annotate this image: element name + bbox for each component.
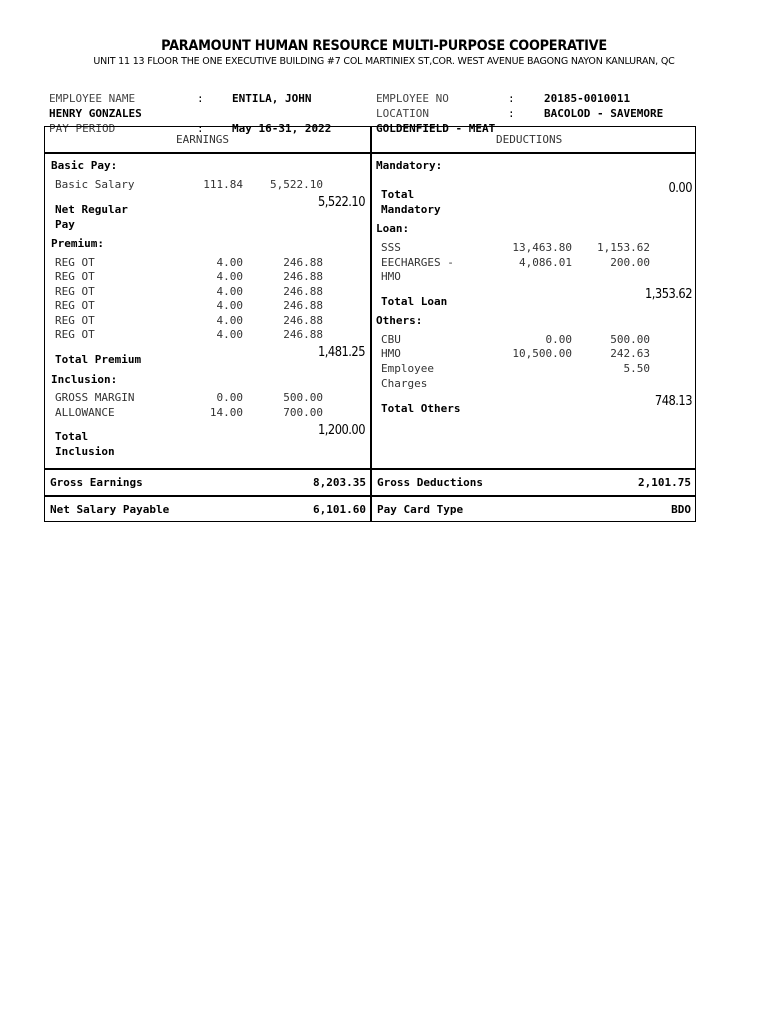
premium-row-qty: 4.00: [216, 299, 243, 312]
others-row-amount: 242.63: [610, 347, 650, 360]
others-row-label: HMO: [381, 347, 401, 360]
premium-row-amount: 246.88: [283, 256, 323, 269]
location-value: BACOLOD - SAVEMORE: [544, 107, 664, 120]
others-row-balance: 10,500.00: [512, 347, 572, 360]
total-inclusion-label: Total: [55, 430, 89, 443]
employee-name-value-line2: HENRY GONZALES: [49, 107, 142, 120]
others-label: Others:: [376, 314, 423, 327]
total-others-value: 748.13: [654, 393, 692, 409]
premium-row-label: REG OT: [55, 285, 95, 298]
total-loan-label: Total Loan: [381, 295, 448, 308]
inclusion-row-qty: 0.00: [216, 391, 243, 404]
pay-card-label: Pay Card Type: [377, 503, 464, 516]
total-inclusion-value: 1,200.00: [317, 422, 365, 438]
employee-name-value: ENTILA, JOHN: [232, 92, 312, 105]
premium-row-label: REG OT: [55, 328, 95, 341]
location-sep: :: [508, 107, 515, 120]
mandatory-label: Mandatory:: [376, 159, 443, 172]
inclusion-row-label: ALLOWANCE: [55, 406, 115, 419]
total-inclusion-label-line2: Inclusion: [55, 445, 115, 458]
employee-no-label: EMPLOYEE NO: [376, 92, 449, 105]
others-row-label: Employee: [381, 362, 434, 375]
premium-row-qty: 4.00: [216, 314, 243, 327]
loan-row-amount: 1,153.62: [597, 241, 650, 254]
pay-period-sep: :: [197, 122, 204, 135]
company-address: UNIT 11 13 FLOOR THE ONE EXECUTIVE BUILDING #7 COL MARTINIEX ST,COR. WEST AVENUE BAGONG NAYON KANLURAN, QC: [93, 56, 675, 67]
total-mandatory-label-line2: Mandatory: [381, 203, 441, 216]
inclusion-row-amount: 700.00: [283, 406, 323, 419]
loan-label: Loan:: [376, 222, 410, 235]
loan-row-balance: 13,463.80: [512, 241, 572, 254]
premium-row-qty: 4.00: [216, 270, 243, 283]
pay-period-value: May 16-31, 2022: [232, 122, 332, 135]
others-row-amount: 500.00: [610, 333, 650, 346]
premium-row-label: REG OT: [55, 256, 95, 269]
column-divider: [370, 126, 372, 522]
loan-row-label: EECHARGES -: [381, 256, 454, 269]
inclusion-row-amount: 500.00: [283, 391, 323, 404]
premium-label: Premium:: [51, 237, 104, 250]
location-value-line2: GOLDENFIELD - MEAT: [376, 122, 496, 135]
gross-earnings-value: 8,203.35: [313, 476, 366, 489]
net-regular-label-line2: Pay: [55, 218, 75, 231]
total-mandatory-label: Total: [381, 188, 415, 201]
total-premium-value: 1,481.25: [317, 344, 365, 360]
loan-row-label: SSS: [381, 241, 401, 254]
net-salary-value: 6,101.60: [313, 503, 366, 516]
total-loan-value: 1,353.62: [644, 286, 692, 302]
gross-earnings-label: Gross Earnings: [50, 476, 143, 489]
premium-row-amount: 246.88: [283, 328, 323, 341]
basic-salary-amount: 5,522.10: [270, 178, 323, 191]
premium-row-amount: 246.88: [283, 299, 323, 312]
total-others-label: Total Others: [381, 402, 461, 415]
earnings-heading: EARNINGS: [176, 133, 229, 146]
pay-card-value: BDO: [671, 503, 691, 516]
employee-name-sep: :: [197, 92, 204, 105]
total-premium-label: Total Premium: [55, 353, 142, 366]
inclusion-label: Inclusion:: [51, 373, 118, 386]
loan-row-label: HMO: [381, 270, 401, 283]
loan-row-balance: 4,086.01: [519, 256, 572, 269]
company-name: PARAMOUNT HUMAN RESOURCE MULTI-PURPOSE COOPERATIVE: [161, 38, 607, 54]
basic-salary-label: Basic Salary: [55, 178, 135, 191]
net-salary-label: Net Salary Payable: [50, 503, 170, 516]
premium-row-amount: 246.88: [283, 270, 323, 283]
deductions-heading: DEDUCTIONS: [496, 133, 563, 146]
inclusion-row-label: GROSS MARGIN: [55, 391, 135, 404]
others-row-label: CBU: [381, 333, 401, 346]
others-row-balance: 0.00: [545, 333, 572, 346]
others-row-label: Charges: [381, 377, 428, 390]
total-mandatory-value: 0.00: [668, 180, 692, 196]
employee-no-value: 20185-0010011: [544, 92, 631, 105]
premium-row-label: REG OT: [55, 314, 95, 327]
premium-row-label: REG OT: [55, 270, 95, 283]
basic-pay-label: Basic Pay:: [51, 159, 118, 172]
loan-row-amount: 200.00: [610, 256, 650, 269]
pay-period-label: PAY PERIOD: [49, 122, 116, 135]
employee-no-sep: :: [508, 92, 515, 105]
employee-name-label: EMPLOYEE NAME: [49, 92, 136, 105]
gross-deductions-label: Gross Deductions: [377, 476, 483, 489]
net-regular-total: 5,522.10: [317, 194, 365, 210]
basic-salary-qty: 111.84: [203, 178, 243, 191]
others-row-amount: 5.50: [623, 362, 650, 375]
premium-row-amount: 246.88: [283, 285, 323, 298]
inclusion-row-qty: 14.00: [209, 406, 243, 419]
location-label: LOCATION: [376, 107, 429, 120]
premium-row-qty: 4.00: [216, 256, 243, 269]
premium-row-label: REG OT: [55, 299, 95, 312]
premium-row-amount: 246.88: [283, 314, 323, 327]
net-regular-label: Net Regular: [55, 203, 128, 216]
gross-deductions-value: 2,101.75: [638, 476, 691, 489]
premium-row-qty: 4.00: [216, 285, 243, 298]
premium-row-qty: 4.00: [216, 328, 243, 341]
